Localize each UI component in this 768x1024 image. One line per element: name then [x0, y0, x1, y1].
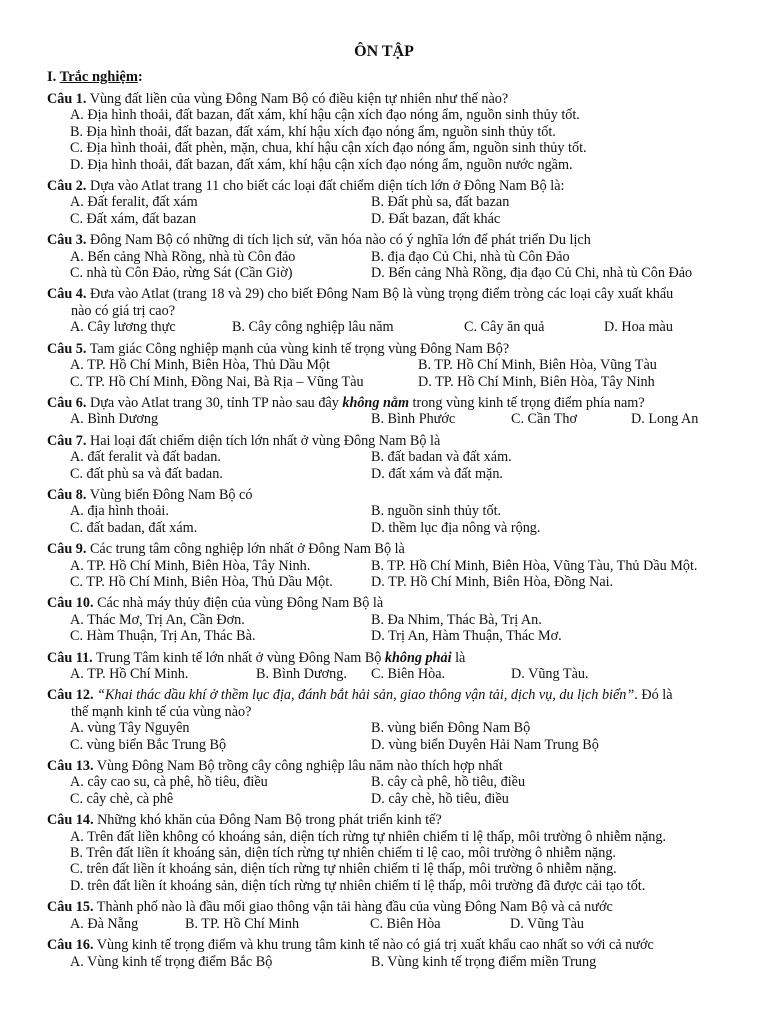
- option-c: C. nhà tù Côn Đảo, rừng Sát (Cần Giờ): [70, 265, 293, 282]
- options: [0, 558, 768, 591]
- option-c: C. TP. Hồ Chí Minh, Đồng Nai, Bà Rịa – Vũng Tàu: [70, 373, 364, 390]
- question-text: Dựa vào Atlat trang 30, tỉnh TP nào sau đây: [86, 394, 343, 411]
- question-stem: [0, 395, 768, 411]
- question-stem: [0, 541, 768, 557]
- question-text: Các trung tâm công nghiệp lớn nhất ở Đông Nam Bộ là: [86, 541, 405, 558]
- option-a: A. Thác Mơ, Trị An, Cần Đơn.: [70, 611, 245, 628]
- question-6: [0, 395, 768, 428]
- option-c: C. Hàm Thuận, Trị An, Thác Bà.: [70, 628, 256, 645]
- option-c: C. Địa hình thoải, đất phèn, mặn, chua, khí hậu cận xích đạo nóng ẩm, nguồn sinh thủy tốt.: [70, 140, 587, 157]
- options: [0, 720, 768, 753]
- question-emphasis: không nằm: [342, 394, 409, 411]
- option-a: A. Vùng kinh tế trọng điểm Bắc Bộ: [70, 953, 273, 970]
- option-c: C. vùng biển Bắc Trung Bộ: [70, 736, 227, 753]
- option-c: C. trên đất liền ít khoáng sản, diện tích rừng tự nhiên chiếm tỉ lệ thấp, môi trường ô nhiễm nặng.: [70, 861, 617, 878]
- option-c: C. đất phù sa và đất badan.: [70, 465, 223, 482]
- option-b: B. Cây công nghiệp lâu năm: [232, 319, 394, 336]
- option-a: A. Bến cảng Nhà Rồng, nhà tù Côn đảo: [70, 248, 296, 265]
- option-c: C. đất badan, đất xám.: [70, 519, 198, 536]
- question-text-end: là: [451, 649, 466, 666]
- question-stem: [0, 341, 768, 357]
- question-text: Những khó khăn của Đông Nam Bộ trong phát triển kinh tế?: [93, 812, 442, 829]
- question-stem: [0, 178, 768, 194]
- option-a: A. đất feralit và đất badan.: [70, 449, 221, 466]
- option-b: B. TP. Hồ Chí Minh, Biên Hòa, Vũng Tàu: [418, 357, 657, 374]
- options: [0, 107, 768, 173]
- option-a: A. vùng Tây Nguyên: [70, 720, 190, 737]
- option-a: A. Đất feralit, đất xám: [70, 194, 198, 211]
- option-a: A. Cây lương thực: [70, 319, 176, 336]
- question-stem: [0, 433, 768, 449]
- options: [0, 954, 768, 970]
- option-d: D. vùng biển Duyên Hải Nam Trung Bộ: [371, 736, 599, 753]
- option-d: D. trên đất liền ít khoáng sản, diện tích rừng tự nhiên chiếm tỉ lệ thấp, môi trường đã được cải tạo tốt.: [70, 877, 646, 894]
- question-number: Câu 11.: [47, 649, 93, 666]
- question-text: Tam giác Công nghiệp mạnh của vùng kinh tế trọng vùng Đông Nam Bộ?: [86, 340, 510, 357]
- option-d: D. Trị An, Hàm Thuận, Thác Mơ.: [371, 628, 562, 645]
- option-d: D. Bến cảng Nhà Rồng, địa đạo Củ Chi, nhà tù Côn Đảo: [371, 265, 693, 282]
- option-b: B. Địa hình thoải, đất bazan, đất xám, khí hậu xích đạo nóng ẩm, nguồn sinh thủy tốt.: [70, 123, 556, 140]
- options: [0, 829, 768, 895]
- option-c: C. Đất xám, đất bazan: [70, 210, 197, 227]
- option-b: B. Bình Phước: [371, 411, 456, 428]
- question-stem: [0, 232, 768, 248]
- options: [0, 249, 768, 282]
- question-stem: [0, 937, 768, 953]
- question-14: [0, 812, 768, 894]
- option-d: D. thềm lục địa nông và rộng.: [371, 519, 541, 536]
- option-a: A. cây cao su, cà phê, hồ tiêu, điều: [70, 774, 268, 791]
- options: [0, 319, 768, 335]
- question-number: Câu 9.: [47, 541, 87, 558]
- question-1: [0, 91, 768, 173]
- option-d: D. Đất bazan, đất khác: [371, 210, 501, 227]
- question-number: Câu 13.: [47, 758, 94, 775]
- question-number: Câu 12.: [47, 687, 94, 704]
- question-number: Câu 7.: [47, 432, 87, 449]
- options: [0, 612, 768, 645]
- option-b: B. Đa Nhim, Thác Bà, Trị An.: [371, 611, 542, 628]
- question-stem: [0, 687, 768, 720]
- options: [0, 411, 768, 427]
- question-7: [0, 433, 768, 482]
- question-text: Vùng kinh tế trọng điểm và khu trung tâm kinh tế nào có giá trị xuất khẩu cao nhất so với cả nước: [93, 937, 654, 954]
- question-list: [0, 91, 768, 975]
- option-d: D. Long An: [631, 411, 699, 428]
- question-text-end: . Đó là: [634, 687, 673, 704]
- question-text: Dựa vào Atlat trang 11 cho biết các loại đất chiếm diện tích lớn ở Đông Nam Bộ là:: [86, 178, 565, 195]
- option-b: B. Vùng kinh tế trọng điểm miền Trung: [371, 953, 597, 970]
- question-10: [0, 595, 768, 644]
- options: [0, 774, 768, 807]
- options: [0, 449, 768, 482]
- question-11: [0, 650, 768, 683]
- question-stem: [0, 758, 768, 774]
- question-stem: [0, 595, 768, 611]
- option-b: B. đất badan và đất xám.: [371, 449, 512, 466]
- question-2: [0, 178, 768, 227]
- question-emphasis: không phải: [384, 649, 452, 666]
- option-a: A. Trên đất liền không có khoáng sản, diện tích rừng tự nhiên chiếm tỉ lệ thấp, môi trường ô nhiễm nặng.: [70, 828, 667, 845]
- option-b: B. cây cà phê, hồ tiêu, điều: [371, 774, 526, 791]
- question-number: Câu 14.: [47, 812, 94, 829]
- question-13: [0, 758, 768, 807]
- question-number: Câu 16.: [47, 937, 94, 954]
- option-c: C. Biên Hòa.: [371, 666, 446, 682]
- option-d: D. Vũng Tàu.: [511, 666, 589, 682]
- option-b: B. TP. Hồ Chí Minh: [185, 915, 300, 932]
- option-d: D. Hoa màu: [604, 319, 673, 336]
- option-d: D. TP. Hồ Chí Minh, Biên Hòa, Đồng Nai.: [371, 573, 614, 590]
- option-a: A. TP. Hồ Chí Minh.: [70, 666, 189, 682]
- option-d: D. cây chè, hồ tiêu, điều: [371, 790, 509, 807]
- page-title: ÔN TẬP: [354, 43, 414, 60]
- option-c: C. Cần Thơ: [511, 411, 577, 428]
- question-16: [0, 937, 768, 970]
- option-a: A. địa hình thoải.: [70, 503, 169, 520]
- question-12: [0, 687, 768, 753]
- option-b: B. nguồn sinh thủy tốt.: [371, 503, 502, 520]
- question-number: Câu 1.: [47, 91, 87, 107]
- question-number: Câu 8.: [47, 486, 87, 503]
- option-b: B. Bình Dương.: [256, 666, 347, 682]
- question-number: Câu 15.: [47, 899, 94, 916]
- question-stem: [0, 487, 768, 503]
- question-number: Câu 3.: [47, 232, 87, 249]
- option-a: A. Bình Dương: [70, 411, 159, 428]
- question-text: Đưa vào Atlat (trang 18 và 29) cho biết Đông Nam Bộ là vùng trọng điểm tròng các loại cây xuất khẩu: [86, 286, 674, 303]
- section-prefix: I.: [47, 69, 60, 85]
- section-suffix: :: [137, 69, 143, 85]
- question-8: [0, 487, 768, 536]
- option-a: A. TP. Hồ Chí Minh, Biên Hòa, Tây Ninh.: [70, 557, 311, 574]
- option-b: B. địa đạo Củ Chi, nhà tù Côn Đảo: [371, 248, 570, 265]
- options: [0, 503, 768, 536]
- question-text-continued: thế mạnh kinh tế của vùng nào?: [71, 703, 252, 720]
- question-text: Hai loại đất chiếm diện tích lớn nhất ở vùng Đông Nam Bộ là: [86, 432, 441, 449]
- question-text: Trung Tâm kinh tế lớn nhất ở vùng Đông Nam Bộ: [92, 649, 385, 666]
- option-c: C. Cây ăn quả: [464, 319, 545, 336]
- option-d: D. Vũng Tàu: [510, 915, 584, 932]
- question-text: Đông Nam Bộ có những di tích lịch sử, văn hóa nào có ý nghĩa lớn để phát triển Du lịch: [86, 232, 591, 249]
- question-number: Câu 4.: [47, 286, 87, 303]
- question-stem: [0, 91, 768, 107]
- option-a: A. Đà Nẵng: [70, 915, 139, 932]
- question-text: Vùng đất liền của vùng Đông Nam Bộ có điều kiện tự nhiên như thế nào?: [86, 91, 509, 107]
- option-a: A. Địa hình thoải, đất bazan, đất xám, khí hậu cận xích đạo nóng ẩm, nguồn sinh thủy tốt.: [70, 107, 580, 124]
- option-a: A. TP. Hồ Chí Minh, Biên Hòa, Thủ Dầu Một: [70, 357, 330, 374]
- question-text: Thành phố nào là đầu mối giao thông vận tải hàng đầu của vùng Đông Nam Bộ và cả nước: [93, 899, 613, 916]
- option-c: C. Biên Hòa: [370, 915, 441, 932]
- question-text-continued: nào có giá trị cao?: [71, 302, 175, 319]
- question-5: [0, 341, 768, 390]
- option-c: C. TP. Hồ Chí Minh, Biên Hòa, Thủ Dầu Một.: [70, 573, 333, 590]
- question-number: Câu 6.: [47, 394, 87, 411]
- section-heading: [47, 69, 143, 86]
- option-b: B. Đất phù sa, đất bazan: [371, 194, 510, 211]
- question-number: Câu 10.: [47, 595, 94, 612]
- question-quote: “Khai thác dầu khí ở thềm lục địa, đánh bắt hải sản, giao thông vận tải, dịch vụ, du lịch biển”: [97, 687, 635, 704]
- question-15: [0, 899, 768, 932]
- question-3: [0, 232, 768, 281]
- question-text-end: trong vùng kinh tế trọng điểm phía nam?: [409, 394, 645, 411]
- question-4: [0, 286, 768, 335]
- options: [0, 666, 768, 682]
- question-text: Vùng Đông Nam Bộ trồng cây công nghiệp lâu năm nào thích hợp nhất: [93, 758, 503, 775]
- option-d: D. đất xám và đất mặn.: [371, 465, 503, 482]
- question-stem: [0, 286, 768, 319]
- options: [0, 916, 768, 932]
- question-9: [0, 541, 768, 590]
- options: [0, 357, 768, 390]
- question-text: Vùng biển Đông Nam Bộ có: [86, 486, 253, 503]
- question-number: Câu 2.: [47, 178, 87, 195]
- option-b: B. Trên đất liền ít khoáng sản, diện tích rừng tự nhiên chiếm tỉ lệ cao, môi trường ô nhiễm nặng.: [70, 845, 616, 862]
- option-b: B. vùng biển Đông Nam Bộ: [371, 720, 531, 737]
- question-stem: [0, 899, 768, 915]
- question-number: Câu 5.: [47, 340, 87, 357]
- option-d: D. TP. Hồ Chí Minh, Biên Hòa, Tây Ninh: [418, 373, 655, 390]
- option-d: D. Địa hình thoải, đất bazan, đất xám, khí hậu cận xích đạo nóng ẩm, nguồn nước ngầm.: [70, 156, 573, 173]
- option-b: B. TP. Hồ Chí Minh, Biên Hòa, Vũng Tàu, Thủ Dầu Một.: [371, 557, 698, 574]
- question-stem: [0, 812, 768, 828]
- question-stem: [0, 650, 768, 666]
- options: [0, 194, 768, 227]
- option-c: C. cây chè, cà phê: [70, 790, 174, 807]
- question-text: Các nhà máy thủy điện của vùng Đông Nam Bộ là: [93, 595, 384, 612]
- section-label: Trắc nghiệm: [59, 69, 138, 85]
